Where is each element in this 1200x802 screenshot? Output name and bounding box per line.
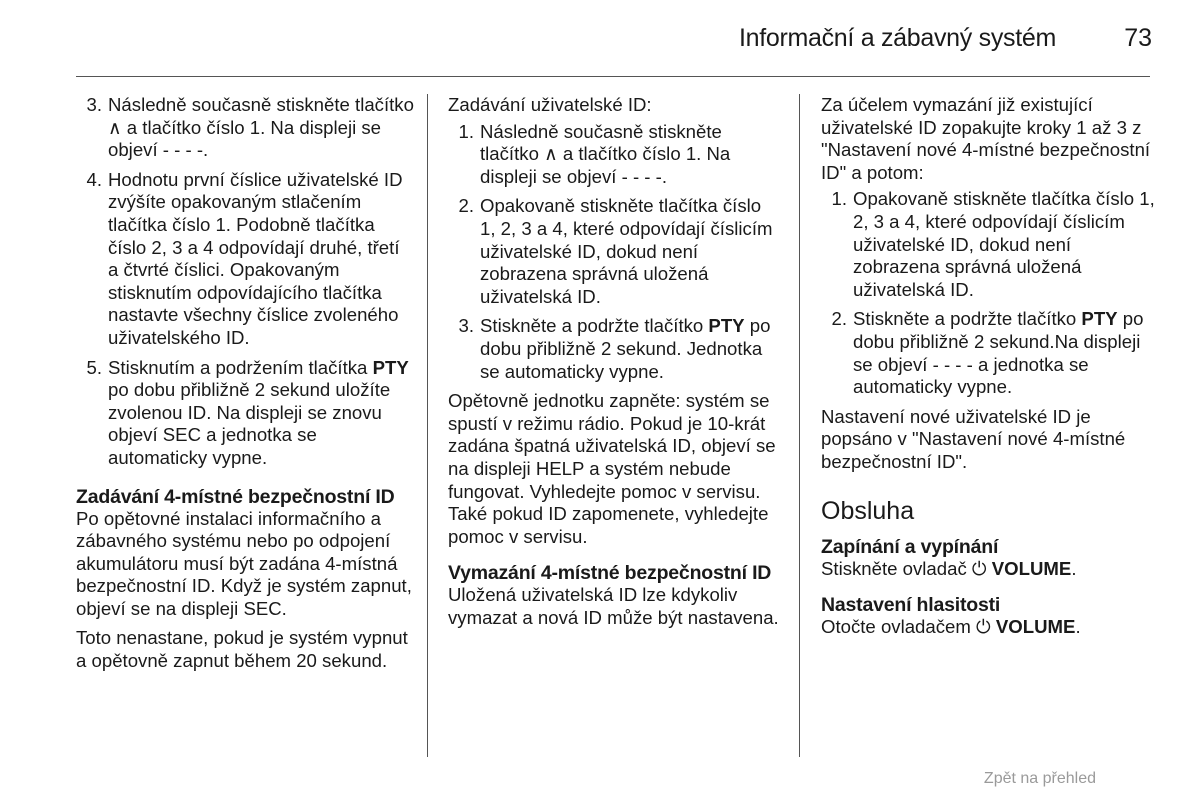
- section-heading-delete-security-id: Vymazání 4-místné bezpečnostní ID: [448, 562, 772, 585]
- paragraph: Nastavení nové uživatelské ID je popsáno v "Nastavení nové 4-místné bezpečnostní ID".: [821, 405, 1126, 472]
- step-text-pre: Stisknutím a podržením tlačítka: [108, 356, 373, 378]
- list-item: [448, 195, 780, 308]
- column-3: [821, 94, 1157, 646]
- step-text: [480, 315, 780, 383]
- back-to-overview-link[interactable]: Zpět na přehled: [983, 770, 1096, 787]
- list-item: [821, 308, 1157, 398]
- steps-list: [821, 188, 1157, 398]
- list-item: [76, 94, 414, 162]
- volume-knob-label: VOLUME: [995, 616, 1076, 638]
- list-item: [76, 357, 414, 470]
- section-title-operation: Obsluha: [821, 496, 915, 525]
- step-text-post: po dobu přibližně 2 sekund. Jednotka se automaticky vypne.: [480, 315, 771, 382]
- step-number: 2.: [831, 308, 847, 330]
- list-intro: Zadávání uživatelské ID:: [448, 94, 652, 115]
- step-number: 4.: [86, 168, 102, 190]
- step-number: 2.: [458, 195, 474, 217]
- paragraph: Po opětovné instalaci informačního a zábavného systému nebo po odpojení akumulátoru musí být zadána 4-místná bezpečnostní ID. Když je systém zapnut, objeví se na displeji SEC.: [76, 507, 412, 619]
- punctuation: .: [1075, 616, 1081, 638]
- step-number: 3.: [86, 94, 102, 115]
- step-text-post: po dobu přibližně 2 sekund uložíte zvolenou ID. Na displeji se znovu objeví SEC a jednotka se automaticky vypne.: [108, 379, 391, 468]
- step-number: 3.: [458, 315, 474, 337]
- header-rule: [76, 76, 1150, 77]
- paragraph: Opětovně jednotku zapněte: systém se spustí v režimu rádio. Pokud je 10-krát zadána špatná uživatelská ID, objeví se na displeji HELP a systém nebude fungovat. Vyhledejte pomoc v servisu. Také pokud ID zapomenete, vyhledejte pomoc v servisu.: [448, 390, 776, 547]
- paragraph: Uložená uživatelská ID lze kdykoliv vymazat a nová ID může být nastavena.: [448, 584, 779, 628]
- section-heading-enter-security-id: Zadávání 4-místné bezpečnostní ID: [76, 485, 395, 508]
- punctuation: .: [1071, 557, 1077, 579]
- step-text: Opakovaně stiskněte tlačítka číslo 1, 2, 3 a 4, které odpovídají číslicím uživatelské ID, dokud není zobrazena správná uložená uživatelská ID.: [480, 195, 773, 307]
- list-intro: Za účelem vymazání již existující uživatelské ID zopakujte kroky 1 až 3 z "Nastavení nové 4-místné bezpečnostní ID" a potom:: [821, 94, 1151, 183]
- list-item: [448, 121, 780, 189]
- list-item: [448, 315, 780, 383]
- volume-knob-label: VOLUME: [991, 557, 1072, 579]
- paragraph: [821, 558, 1157, 581]
- subheading-volume-setting: Nastavení hlasitosti: [821, 594, 1001, 617]
- step-text: [108, 357, 414, 470]
- running-header-title: Informační a zábavný systém: [738, 24, 1056, 52]
- step-text: Hodnotu první číslice uživatelské ID zvýšíte opakovaným stlačením tlačítka číslo 1. Podobně tlačítka číslo 2, 3 a 4 odpovídají druhé, třetí a čtvrté číslici. Opakovaným stisknutím odpovídajícího tlačítka nastavte všechny číslice zvoleného uživatelského ID.: [108, 168, 403, 348]
- column-2: [448, 94, 780, 636]
- steps-list-continued: [76, 94, 414, 470]
- step-text: Následně současně stiskněte tlačítko ∧ a tlačítko číslo 1. Na displeji se objeví - - - -.: [480, 120, 731, 187]
- steps-list: [448, 121, 780, 384]
- paragraph: [821, 616, 1157, 639]
- step-text: [853, 308, 1157, 398]
- list-item: [821, 188, 1157, 301]
- step-number: 5.: [86, 356, 102, 378]
- step-text-pre: Stiskněte a podržte tlačítko: [480, 315, 709, 337]
- list-item: [76, 169, 414, 350]
- instruction-text: Stiskněte ovladač ⏻: [821, 557, 992, 579]
- paragraph: Toto nenastane, pokud je systém vypnut a opětovně zapnut během 20 sekund.: [76, 627, 408, 672]
- column-divider-1: [427, 94, 428, 757]
- step-text: Následně současně stiskněte tlačítko ∧ a tlačítko číslo 1. Na displeji se objeví - - - -.: [108, 94, 414, 161]
- step-text-pre: Stiskněte a podržte tlačítko: [853, 308, 1082, 330]
- pty-button-label: PTY: [708, 315, 745, 337]
- step-number: 1.: [458, 120, 474, 142]
- pty-button-label: PTY: [1081, 308, 1118, 330]
- step-text-post: po dobu přibližně 2 sekund.Na displeji se objeví - - - - a jednotka se automaticky vypne.: [853, 308, 1144, 398]
- step-text: Opakovaně stiskněte tlačítka číslo 1, 2, 3 a 4, které odpovídají číslicím uživatelské ID, dokud není zobrazena správná uložená uživatelská ID.: [853, 188, 1155, 300]
- column-divider-2: [799, 94, 800, 757]
- pty-button-label: PTY: [372, 356, 409, 378]
- instruction-text: Otočte ovladačem ⏻: [821, 616, 996, 638]
- page-number: 73: [1124, 24, 1152, 52]
- subheading-power-on-off: Zapínání a vypínání: [821, 535, 999, 558]
- step-number: 1.: [831, 188, 847, 210]
- column-1: [76, 94, 414, 680]
